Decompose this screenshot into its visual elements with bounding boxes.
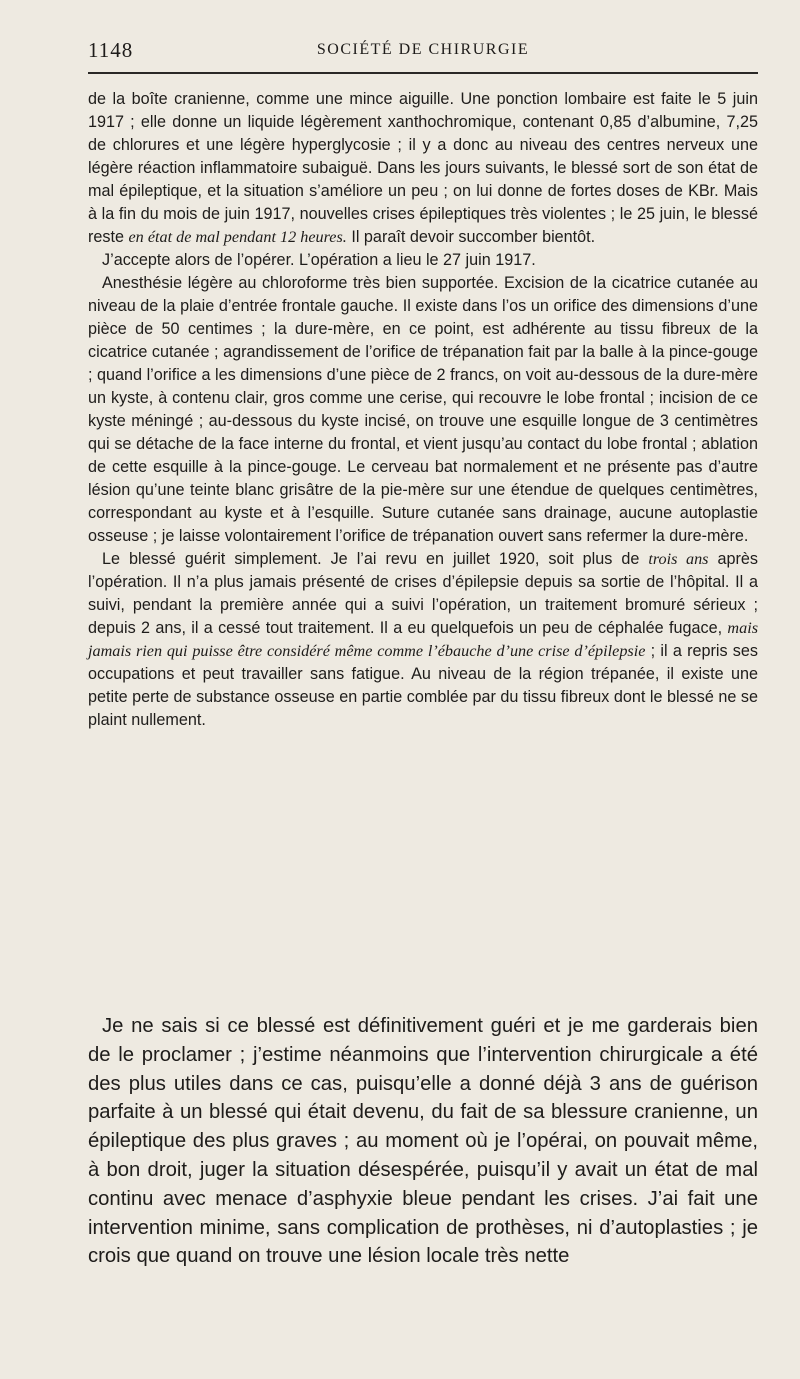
text-run: Anesthésie légère au chloroforme très bien supportée. Excision de la cicatrice cutanée au niveau de la plaie d’entrée frontale gauche. Il existe dans l’os un orifice des dimensions d’une pièce de 50 centimes ; la dure-mère, en ce point, est adhérente au tissu fibreux de la cicatrice cutanée ; agrandissement de l’orifice de trépanation fait par la balle à la pince-gouge ; quand l’orifice a les dimensions d’une pièce de 2 francs, on voit au-dessous de la dure-mère un kyste, à contenu clair, gros comme une cerise, qui recouvre le lobe frontal ; incision de ce kyste méningé ; au-dessous du kyste incisé, on trouve une esquille longue de 3 centimètres qui se détache de la face interne du frontal, et vient jusqu’au contact du lobe frontal ; ablation de cette esquille à la pince-gouge. Le cerveau bat normalement et ne présente pas d’autre lésion qu’une teinte blanc grisâtre de la pie-mère sur une étendue de quelques centimètres, correspondant au kyste et à l’esquille. Suture cutanée sans drainage, aucune autoplastie osseuse ; je laisse volontairement l’orifice de trépanation ouvert sans refermer la dure-mère. (88, 274, 758, 545)
italic-text: trois ans (648, 550, 709, 568)
italic-text: mais jamais rien qui puisse être considéré même comme l’ébauche d’une crise d’épilepsie (88, 619, 758, 660)
text-run: ; il a repris ses occupations et peut travailler sans fatigue. Au niveau de la région trépanée, il existe une petite perte de substance osseuse en partie comblée par du tissu fibreux dont le blessé ne se plaint nullement. (88, 642, 758, 729)
text-run: J’accepte alors de l’opérer. L’opération a lieu le 27 juin 1917. (102, 251, 536, 269)
text-run: Le blessé guérit simplement. Je l’ai revu en juillet 1920, soit plus de (102, 550, 649, 568)
italic-text: en état de mal pendant 12 heures. (128, 228, 347, 246)
text-run: de la boîte cranienne, comme une mince aiguille. Une ponction lombaire est faite le 5 juin 1917 ; elle donne un liquide légèrement xanthochromique, contenant 0,85 d’albumine, 7,25 de chlorures et une légère hyperglycosie ; il y a donc au niveau des centres nerveux une légère réaction inflammatoire subaiguë. Dans les jours suivants, le blessé sort de son état de mal épileptique, et la situation s’améliore un peu ; on lui donne de fortes doses de KBr. Mais à la fin du mois de juin 1917, nouvelles crises épileptiques très violentes ; le 25 juin, le blessé reste (88, 90, 758, 246)
page-number: 1148 (88, 38, 134, 62)
text-run: Il paraît devoir succomber bientôt. (346, 228, 596, 246)
paragraph (88, 249, 758, 272)
page-header (88, 38, 758, 74)
running-head: SOCIÉTÉ DE CHIRURGIE (316, 41, 530, 58)
paragraph (88, 1012, 758, 1271)
paragraph (88, 88, 758, 249)
text-run: Je ne sais si ce blessé est définitivement guéri et je me garderais bien de le proclamer ; j’estime néanmoins que l’intervention chirurgicale a été des plus utiles dans ce cas, puisqu’elle a donné déjà 3 ans de guérison parfaite à un blessé qui était devenu, du fait de sa blessure cranienne, un épileptique des plus graves ; au moment où je l’opérai, on pouvait même, à bon droit, juger la situation désespérée, puisqu’il y avait un état de mal continu avec menace d’asphyxie bleue pendant les crises. J’ai fait une intervention minime, sans complication de prothèses, ni d’autoplasties ; je crois que quand on trouve une lésion locale très nette (88, 1015, 758, 1268)
conclusion-text (88, 1012, 758, 1271)
text-run: après l’opération. Il n’a plus jamais présenté de crises d’épilepsie depuis sa sortie de l’hôpital. Il a suivi, pendant la première année qui a suivi l’opération, un traitement bromuré sérieux ; depuis 2 ans, il a cessé tout traitement. Il a eu quelquefois un peu de céphalée fugace, (88, 550, 758, 637)
paragraph (88, 272, 758, 548)
paragraph (88, 548, 758, 732)
case-report-text (88, 88, 758, 732)
